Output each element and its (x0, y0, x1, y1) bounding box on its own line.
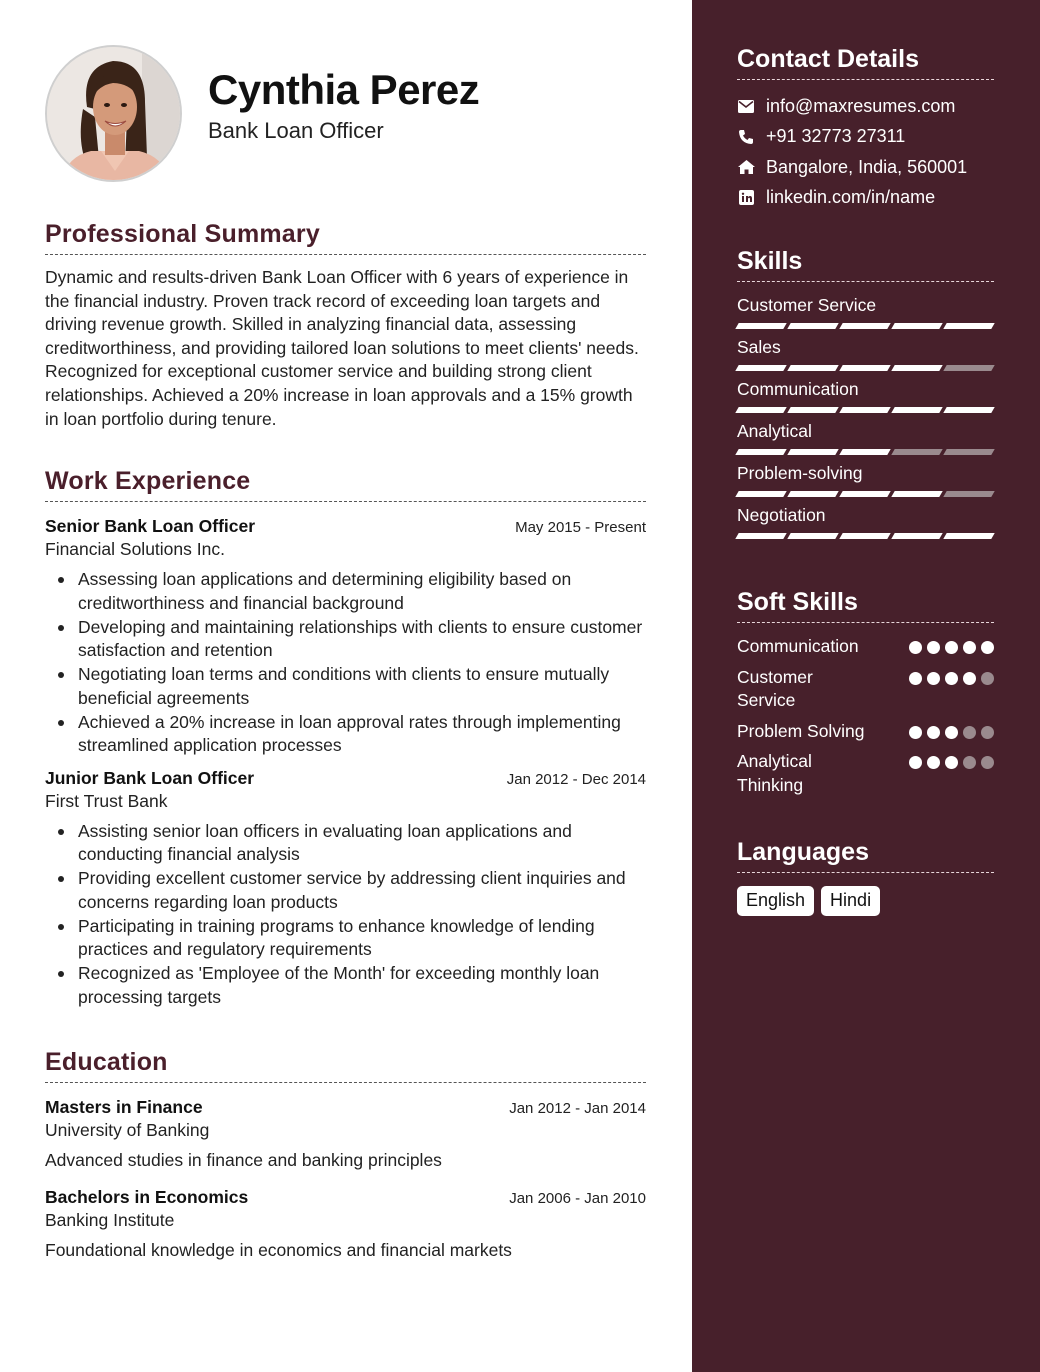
skill-bar-segment (943, 407, 994, 413)
bullet-text: Negotiating loan terms and conditions with clients to ensure mutually beneficial agreements (78, 664, 610, 708)
section-heading: Education (45, 1048, 646, 1083)
soft-skill-name: Analytical Thinking (737, 751, 812, 795)
candidate-title: Bank Loan Officer (208, 118, 384, 143)
soft-skills-section (737, 588, 994, 804)
rating-dot (981, 672, 994, 685)
bullet-text: Providing excellent customer service by addressing client inquiries and concerns regarding loan products (78, 868, 626, 912)
education-entry (45, 1097, 646, 1171)
skill-name: Customer Service (737, 295, 877, 315)
skill-bar-segment (891, 407, 942, 413)
summary-section (45, 220, 646, 431)
profile-photo (47, 47, 182, 182)
skill-bar-segment (735, 407, 786, 413)
soft-skill-rating (909, 726, 994, 739)
rating-dot (963, 641, 976, 654)
list-item (45, 616, 646, 663)
skill-bar-segment (891, 491, 942, 497)
rating-dot (963, 672, 976, 685)
languages-list (737, 886, 994, 916)
rating-dot (945, 672, 958, 685)
rating-dot (909, 672, 922, 685)
section-heading: Skills (737, 247, 994, 282)
degree: Masters in Finance (45, 1097, 203, 1117)
bullet-text: Assessing loan applications and determining eligibility based on creditworthiness and financial background (78, 569, 572, 613)
education-date: Jan 2012 - Jan 2014 (509, 1100, 646, 1117)
bullet-text: Developing and maintaining relationships with clients to ensure customer satisfaction and retention (78, 616, 643, 660)
skill-bar-segment (891, 449, 942, 455)
rating-dot (963, 726, 976, 739)
skill-bar-segment (839, 323, 890, 329)
skill-bar-segment (839, 449, 890, 455)
language-badge: Hindi (821, 886, 880, 916)
rating-dot (945, 641, 958, 654)
skill-bar-segment (735, 449, 786, 455)
skills-section (737, 247, 994, 547)
skill-item (737, 505, 994, 539)
rating-dot (927, 726, 940, 739)
skill-name: Communication (737, 379, 859, 399)
skill-bar-segment (839, 407, 890, 413)
skill-level-bar (737, 449, 994, 455)
bullet-icon (58, 876, 64, 882)
section-heading: Languages (737, 838, 994, 873)
linkedin-icon (737, 189, 755, 207)
contact-email[interactable] (737, 91, 994, 122)
job-bullets (45, 568, 646, 758)
rating-dot (909, 756, 922, 769)
section-heading: Professional Summary (45, 220, 646, 255)
bullet-icon (58, 577, 64, 583)
rating-dot (945, 756, 958, 769)
rating-dot (909, 641, 922, 654)
soft-skill-item (737, 666, 994, 713)
skill-bar-segment (891, 323, 942, 329)
education-date: Jan 2006 - Jan 2010 (509, 1190, 646, 1207)
bullet-icon (58, 829, 64, 835)
skill-bar-segment (943, 365, 994, 371)
rating-dot (981, 726, 994, 739)
bullet-icon (58, 720, 64, 726)
degree: Bachelors in Economics (45, 1187, 249, 1207)
skill-name: Analytical (737, 421, 812, 441)
section-heading: Soft Skills (737, 588, 994, 623)
language-badge: English (737, 886, 814, 916)
contact-section (737, 45, 994, 213)
contact-phone[interactable] (737, 122, 994, 153)
soft-skill-name: Customer Service (737, 666, 813, 710)
summary-text: Dynamic and results-driven Bank Loan Officer with 6 years of experience in the financial industry. Proven track record of exceeding loan targets and driving revenue growth. Skilled in analyzing financial data, assessing creditworthiness, and providing tailored loan solutions to meet clients' needs. Recognized for exceptional customer service and building strong client relationships. Achieved a 20% increase in loan approvals and a 15% growth in loan portfolio during tenure. (45, 267, 639, 429)
soft-skill-name: Problem Solving (737, 720, 865, 741)
skill-bar-segment (891, 365, 942, 371)
skill-item (737, 421, 994, 455)
contact-address (737, 152, 994, 183)
list-item (45, 820, 646, 867)
skill-level-bar (737, 365, 994, 371)
soft-skills-list (737, 635, 994, 797)
skill-bar-segment (943, 491, 994, 497)
list-item (45, 568, 646, 615)
job-title: Junior Bank Loan Officer (45, 767, 255, 788)
soft-skill-item (737, 750, 994, 797)
rating-dot (909, 726, 922, 739)
email-text: info@maxresumes.com (766, 95, 956, 116)
skill-bar-segment (787, 533, 838, 539)
education-section (45, 1048, 646, 1261)
education-description: Foundational knowledge in economics and financial markets (45, 1240, 512, 1260)
bullet-icon (58, 971, 64, 977)
skills-list (737, 295, 994, 539)
bullet-icon (58, 625, 64, 631)
skill-bar-segment (787, 365, 838, 371)
contact-linkedin[interactable] (737, 183, 994, 214)
job-date: May 2015 - Present (515, 519, 646, 536)
list-item (45, 962, 646, 1009)
job-company: Financial Solutions Inc. (45, 539, 225, 559)
rating-dot (927, 672, 940, 685)
avatar (45, 45, 182, 182)
languages-section (737, 838, 994, 916)
skill-level-bar (737, 533, 994, 539)
soft-skill-name: Communication (737, 636, 859, 656)
soft-skill-item (737, 720, 994, 744)
skill-level-bar (737, 407, 994, 413)
rating-dot (945, 726, 958, 739)
section-heading: Contact Details (737, 45, 994, 80)
list-item (45, 663, 646, 710)
envelope-icon (737, 97, 755, 115)
soft-skill-rating (909, 641, 994, 654)
school: Banking Institute (45, 1210, 175, 1230)
job-entry (45, 516, 646, 758)
phone-text: +91 32773 27311 (766, 126, 906, 147)
bullet-text: Participating in training programs to enhance knowledge of lending practices and regulatory requirements (78, 915, 595, 959)
rating-dot (981, 641, 994, 654)
skill-bar-segment (787, 449, 838, 455)
skill-bar-segment (735, 491, 786, 497)
rating-dot (981, 756, 994, 769)
bullet-text: Achieved a 20% increase in loan approval rates through implementing streamlined application processes (78, 711, 621, 755)
skill-item (737, 337, 994, 371)
skill-bar-segment (943, 533, 994, 539)
bullet-text: Assisting senior loan officers in evaluating loan applications and conducting financial analysis (78, 820, 572, 864)
skill-item (737, 379, 994, 413)
section-heading: Work Experience (45, 467, 646, 502)
skill-bar-segment (943, 323, 994, 329)
job-title: Senior Bank Loan Officer (45, 516, 256, 536)
education-entry (45, 1187, 646, 1261)
address-text: Bangalore, India, 560001 (766, 156, 968, 177)
school: University of Banking (45, 1120, 210, 1140)
soft-skill-item (737, 635, 994, 659)
skill-item (737, 295, 994, 329)
skill-bar-segment (787, 323, 838, 329)
skill-name: Problem-solving (737, 463, 863, 483)
job-entry (45, 768, 646, 1010)
skill-name: Negotiation (737, 505, 826, 525)
skill-bar-segment (839, 491, 890, 497)
bullet-icon (58, 924, 64, 930)
sidebar (692, 0, 1040, 1372)
experience-section (45, 467, 646, 1010)
bullet-icon (58, 672, 64, 678)
home-icon (737, 158, 755, 176)
skill-level-bar (737, 491, 994, 497)
list-item (45, 867, 646, 914)
education-description: Advanced studies in finance and banking principles (45, 1150, 442, 1170)
rating-dot (963, 756, 976, 769)
bullet-text: Recognized as 'Employee of the Month' for exceeding monthly loan processing targets (78, 963, 600, 1007)
phone-icon (737, 128, 755, 146)
skill-bar-segment (735, 533, 786, 539)
skill-bar-segment (943, 449, 994, 455)
skill-bar-segment (787, 491, 838, 497)
list-item (45, 711, 646, 758)
skill-name: Sales (737, 337, 781, 357)
list-item (45, 915, 646, 962)
skill-bar-segment (787, 407, 838, 413)
soft-skill-rating (909, 672, 994, 685)
candidate-name: Cynthia Perez (208, 66, 480, 113)
skill-bar-segment (891, 533, 942, 539)
rating-dot (927, 641, 940, 654)
skill-bar-segment (839, 533, 890, 539)
rating-dot (927, 756, 940, 769)
linkedin-text: linkedin.com/in/name (766, 187, 936, 208)
skill-level-bar (737, 323, 994, 329)
skill-bar-segment (735, 365, 786, 371)
skill-item (737, 463, 994, 497)
job-company: First Trust Bank (45, 790, 168, 811)
skill-bar-segment (735, 323, 786, 329)
skill-bar-segment (839, 365, 890, 371)
job-bullets (45, 820, 646, 1010)
soft-skill-rating (909, 756, 994, 769)
job-date: Jan 2012 - Dec 2014 (506, 770, 646, 788)
